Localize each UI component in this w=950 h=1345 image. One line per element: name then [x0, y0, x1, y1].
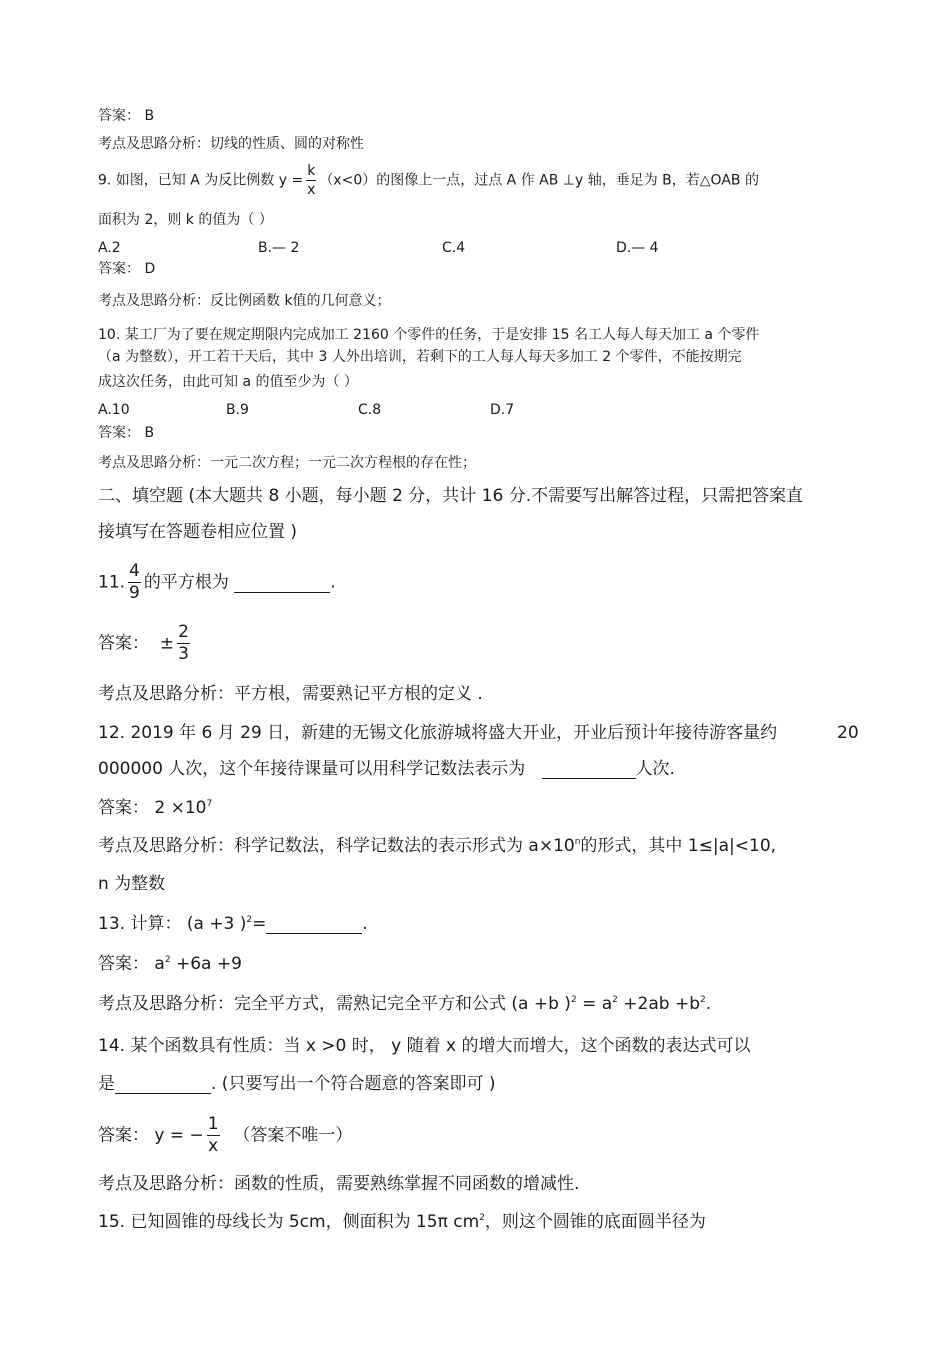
- q9-frac-den: x: [307, 182, 316, 198]
- q13-answer-a: 答案： a: [98, 954, 165, 974]
- q9-fraction: [306, 164, 316, 197]
- q10-option-c: C.8: [358, 402, 382, 418]
- q13-analysis-exp2: 2: [612, 995, 618, 1005]
- q11-frac-den: 9: [129, 583, 140, 603]
- q11-answer-label: 答案：: [98, 633, 149, 654]
- q11-number: 11.: [98, 572, 126, 593]
- q14-answer-fraction: [207, 1116, 220, 1155]
- q11-answer-den: 3: [178, 644, 189, 664]
- q14-answer: [98, 1116, 352, 1155]
- q9-frac-num: k: [307, 163, 316, 179]
- q12-analysis-line2: n 为整数: [98, 874, 166, 894]
- q9-stem-line2: 面积为 2，则 k 的值为（ ）: [98, 212, 273, 228]
- q12-analysis: [98, 838, 776, 855]
- q10-answer: 答案： B: [98, 425, 155, 441]
- q14-stem-line2-a: 是: [98, 1074, 115, 1094]
- q14-answer-blank: [115, 1076, 211, 1094]
- q13-answer-exponent: 2: [164, 955, 171, 965]
- q11-text: 的平方根为: [143, 572, 229, 593]
- q12-stem-line1-end: 20: [837, 723, 859, 743]
- q13-text: 13. 计算： (a +3 ): [98, 914, 247, 934]
- q12-answer-exponent: 7: [206, 799, 213, 809]
- q9-option-c: C.4: [442, 240, 466, 256]
- q13-answer-blank: [266, 916, 362, 934]
- q11-answer-num: 2: [178, 622, 189, 642]
- q11-answer-sign: ±: [159, 633, 175, 654]
- q14-answer-a: 答案： y = −: [98, 1125, 204, 1146]
- q11-stem: [98, 563, 336, 602]
- q13-analysis-exp1: 2: [570, 995, 577, 1005]
- q9-stem-line1: [98, 164, 759, 197]
- q8-answer: 答案： B: [98, 108, 155, 124]
- q14-answer-num: 1: [207, 1114, 219, 1134]
- q11-tail: .: [330, 572, 336, 593]
- q15-stem-b: ，则这个圆锥的底面圆半径为: [484, 1212, 706, 1232]
- q11-fraction: [128, 563, 141, 602]
- q13-analysis-b: = a: [576, 994, 613, 1014]
- q12-analysis-exponent: n: [574, 837, 581, 847]
- q9-answer: 答案： D: [98, 261, 156, 277]
- q9-option-b: B.— 2: [258, 240, 300, 256]
- q9-analysis: 考点及思路分析：反比例函数 k值的几何意义；: [98, 293, 391, 309]
- q13-analysis-a: 考点及思路分析：完全平方式，需熟记完全平方和公式 (a +b ): [98, 994, 571, 1014]
- q9-option-a: A.2: [98, 240, 121, 256]
- q9-stem-b: （x<0）的图像上一点，过点 A 作 AB ⊥y 轴，垂足为 B，若△OAB 的: [319, 172, 759, 189]
- q15-stem: [98, 1214, 706, 1231]
- q12-answer-base: 答案： 2 ×10: [98, 798, 207, 818]
- q9-stem-a: 9. 如图，已知 A 为反比例数 y =: [98, 172, 304, 189]
- q10-analysis: 考点及思路分析：一元二次方程；一元二次方程根的存在性；: [98, 455, 476, 471]
- section-title-line2: 接填写在答题卷相应位置 ): [98, 522, 298, 542]
- q12-answer: [98, 800, 212, 817]
- q14-stem-line2-b: . (只要写出一个符合题意的答案即可 ): [211, 1074, 496, 1094]
- q14-analysis: 考点及思路分析：函数的性质，需要熟练掌握不同函数的增减性.: [98, 1174, 580, 1194]
- q13-answer: [98, 956, 242, 973]
- q13-analysis-exp3: 2: [700, 995, 706, 1005]
- q12-stem-line1: 12. 2019 年 6 月 29 日，新建的无锡文化旅游城将盛大开业，开业后预计年接待游客量约: [98, 723, 778, 743]
- q13-answer-b: +6a +9: [170, 954, 242, 974]
- q13-exponent: 2: [246, 915, 253, 925]
- q13-equals: =: [252, 914, 267, 934]
- q12-stem-line2: [98, 761, 675, 779]
- q10-stem-line2: （a 为整数），开工若干天后，其中 3 人外出培训，若剩下的工人每人每天多加工 2 个零件，不能按期完: [98, 349, 742, 365]
- q13-analysis: [98, 996, 711, 1013]
- q10-option-d: D.7: [490, 402, 515, 418]
- q11-frac-num: 4: [129, 561, 140, 581]
- q14-answer-b: （答案不唯一）: [233, 1125, 353, 1146]
- q11-answer-fraction: [177, 624, 190, 663]
- q13-stem: [98, 916, 368, 934]
- q14-stem-line1: 14. 某个函数具有性质：当 x >0 时， y 随着 x 的增大而增大，这个函数的表达式可以: [98, 1036, 751, 1056]
- q15-stem-a: 15. 已知圆锥的母线长为 5cm，侧面积为 15π cm: [98, 1212, 480, 1232]
- q14-stem-line2: [98, 1076, 495, 1094]
- q11-answer-blank: [234, 575, 330, 593]
- q13-analysis-d: .: [705, 994, 712, 1014]
- section-title-line1: 二、填空题 (本大题共 8 小题，每小题 2 分，共计 16 分.不需要写出解答过程，只需把答案直: [98, 486, 804, 506]
- q13-analysis-c: +2ab +b: [617, 994, 701, 1014]
- q9-option-d: D.— 4: [616, 240, 659, 256]
- q12-stem-line2-tail: 人次.: [635, 759, 675, 779]
- q14-answer-den: x: [208, 1136, 219, 1156]
- q12-analysis-a: 考点及思路分析：科学记数法，科学记数法的表示形式为 a×10: [98, 836, 575, 856]
- q13-tail: .: [362, 914, 368, 934]
- q15-exponent: 2: [479, 1213, 485, 1223]
- q10-stem-line3: 成这次任务，由此可知 a 的值至少为（ ）: [98, 374, 358, 390]
- q12-answer-blank: [542, 761, 636, 779]
- q10-stem-line1: 10. 某工厂为了要在规定期限内完成加工 2160 个零件的任务，于是安排 15 名工人每人每天加工 a 个零件: [98, 327, 760, 343]
- q8-analysis: 考点及思路分析：切线的性质、圆的对称性: [98, 136, 364, 152]
- q12-stem-line2-text: 000000 人次，这个年接待课量可以用科学记数法表示为: [98, 759, 526, 779]
- q11-analysis: 考点及思路分析：平方根，需要熟记平方根的定义 .: [98, 684, 483, 704]
- q12-analysis-b: 的形式，其中 1≤|a|<10,: [580, 836, 777, 856]
- q10-option-b: B.9: [226, 402, 249, 418]
- q11-answer: [98, 624, 193, 663]
- q10-option-a: A.10: [98, 402, 130, 418]
